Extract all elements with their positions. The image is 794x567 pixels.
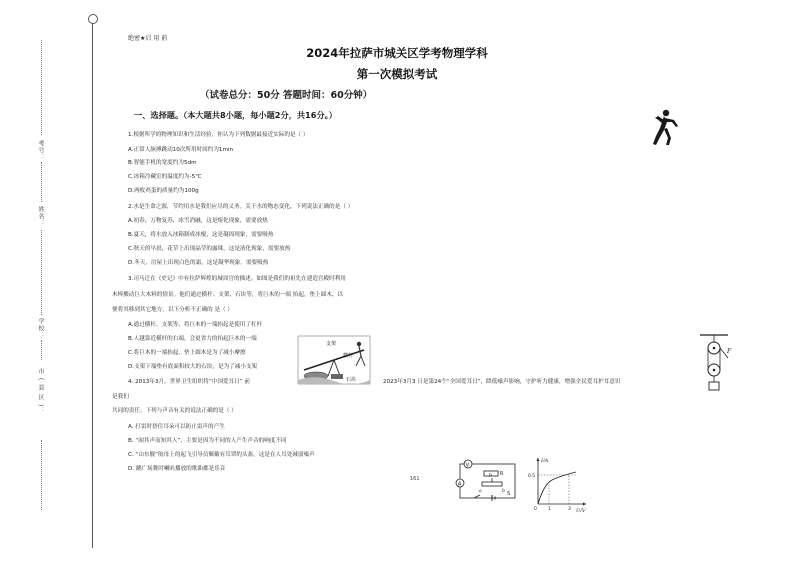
q3-stem-1: 3.司马迁在《史记》中有拉萨辉煌的城周官的描述。如图是我们的祖先在建造宫殿时利用 <box>128 276 346 282</box>
graph-x-tick-1: 1 <box>548 507 551 512</box>
binding-line <box>92 18 93 548</box>
graph-y-axis-label: I/A <box>541 458 549 464</box>
q3-option-b: B.人越靠近横杆的右端，会更省力的抬起巨木的一端 <box>128 336 257 342</box>
lever-timber-figure <box>298 336 370 384</box>
circuit-ammeter-label: A <box>457 481 462 488</box>
q3-option-a: A.通过横杆、支架等，将巨木的一端抬起是使用了杠杆 <box>128 322 263 328</box>
graph-origin-label: 0 <box>534 507 537 512</box>
athlete-figure <box>650 108 680 148</box>
q2-option-c: C.秋天的早晨，花草上出现晶莹的露珠，这是液化现象，需要放热 <box>128 246 291 252</box>
q4-option-d: D. 跳广场舞时喇叭播放的歌曲都是乐音 <box>128 466 226 472</box>
graph-y-tick: 0.5 <box>528 474 536 479</box>
q3-option-d: D.支架下端垫有底面积较大的石块，是为了减小支架 <box>128 364 258 370</box>
q3-stem-2: 木棒搬动巨大木料的情景。他们通过横杆、支架、石块等，将巨木的一端 抬起，垫上圆木，以 <box>112 292 344 298</box>
q4-option-a: A. 打雷时捂住耳朵可以防止雷声的产生 <box>128 424 225 430</box>
lever-bar-label: 横杆 <box>343 353 354 359</box>
name-label: 姓名： <box>37 206 44 227</box>
circuit-switch-label: S <box>507 491 511 497</box>
q4-option-b: B. “闻其声而知其人”，主要是因为不同的人产生声音的响度不同 <box>128 438 287 444</box>
pulley-force-label: F <box>727 348 732 355</box>
q4-stem-3: 共同的责任。下列与声音有关的说法正确的是（ ） <box>112 408 237 414</box>
secret-label: 绝密★启 用 前 <box>128 35 168 42</box>
q4-stem-right: 2023年3月3 日是第24个“全国爱耳日”，降低噪声影响，守护听力健康，增强全民爱耳护耳意识 <box>383 379 621 385</box>
q1-option-d: D.两枚鸡蛋的质量约为100g <box>128 188 199 194</box>
q4-stem-2: 是我们 <box>112 394 129 400</box>
lever-support-label: 支架 <box>326 341 337 347</box>
q2-option-a: A.初春，万物复苏、冰雪消融，这是熔化现象，需要放热 <box>128 218 268 224</box>
circuit-voltmeter-label: V <box>465 462 470 469</box>
q2-stem: 2.水是生命之源，节约用水是我们应尽的义务。关于水的物态变化，下列说法正确的是（ ） <box>128 204 354 210</box>
margin-dotted-line <box>41 340 43 360</box>
q3-option-c: C.将巨木的一端抬起，垫上圆木是为了减小摩擦 <box>128 350 246 356</box>
circuit-resistor-label: R <box>500 471 504 477</box>
exam-info: （试卷总分：50分 答题时间：60分钟） <box>200 90 373 101</box>
margin-dotted-line <box>41 162 43 202</box>
q2-option-d: D.冬天，房屋上出现白色的霜，这是凝华现象，需要吸热 <box>128 260 269 266</box>
circuit-point-b-label: b <box>502 489 505 494</box>
binding-hole <box>88 14 98 24</box>
district-label: 市 ( 县 区 )： <box>37 368 44 415</box>
q1-option-b: B.智能手机的宽度约为5dm <box>128 160 197 166</box>
circuit-slider-label: P <box>489 474 492 479</box>
graph-x-tick-3: 3 <box>568 507 571 512</box>
iu-graph-figure <box>528 454 590 514</box>
page-number: 161 <box>410 476 420 482</box>
circuit-point-a-label: a <box>479 489 482 494</box>
q1-option-a: A.正常人脉搏跳动10次所用时间约为1min <box>128 147 234 153</box>
section-heading: 一、选择题。（本大题共8小题，每小题2分，共16分。） <box>134 110 337 120</box>
margin-dotted-line <box>41 440 43 510</box>
q2-option-b: B.夏天，将水放入冰箱制成冰棍，这是凝固现象，需要吸热 <box>128 232 274 238</box>
lever-stone-label: 石块 <box>346 377 357 383</box>
margin-dotted-line <box>41 230 43 315</box>
exam-number-label: 考号： <box>37 140 44 161</box>
school-label: 学校： <box>37 318 44 339</box>
exam-subtitle: 第一次模拟考试 <box>356 67 438 81</box>
graph-x-axis-label: U/V <box>576 508 586 514</box>
q1-option-c: C.冰箱冷藏室的温度约为-5℃ <box>128 174 202 180</box>
q4-stem-left: 4. 2013年3月，世界卫生组织将“中国爱耳日” 前 <box>128 379 250 385</box>
q4-option-c: C. “山东舰”航母上的起飞引导员佩戴有耳罩的头盔，这是在人耳处减弱噪声 <box>128 452 315 458</box>
pulley-figure <box>700 332 734 394</box>
exam-title: 2024年拉萨市城关区学考物理学科 <box>306 46 488 60</box>
q1-stem: 1.根据所学的物理知识和生活经验，你认为下列数据最接近实际的是（ ） <box>128 132 309 138</box>
q3-stem-3: 便将其移到其它地方。以下分析不正确的 是（ ） <box>112 307 234 313</box>
circuit-figure <box>452 456 522 504</box>
